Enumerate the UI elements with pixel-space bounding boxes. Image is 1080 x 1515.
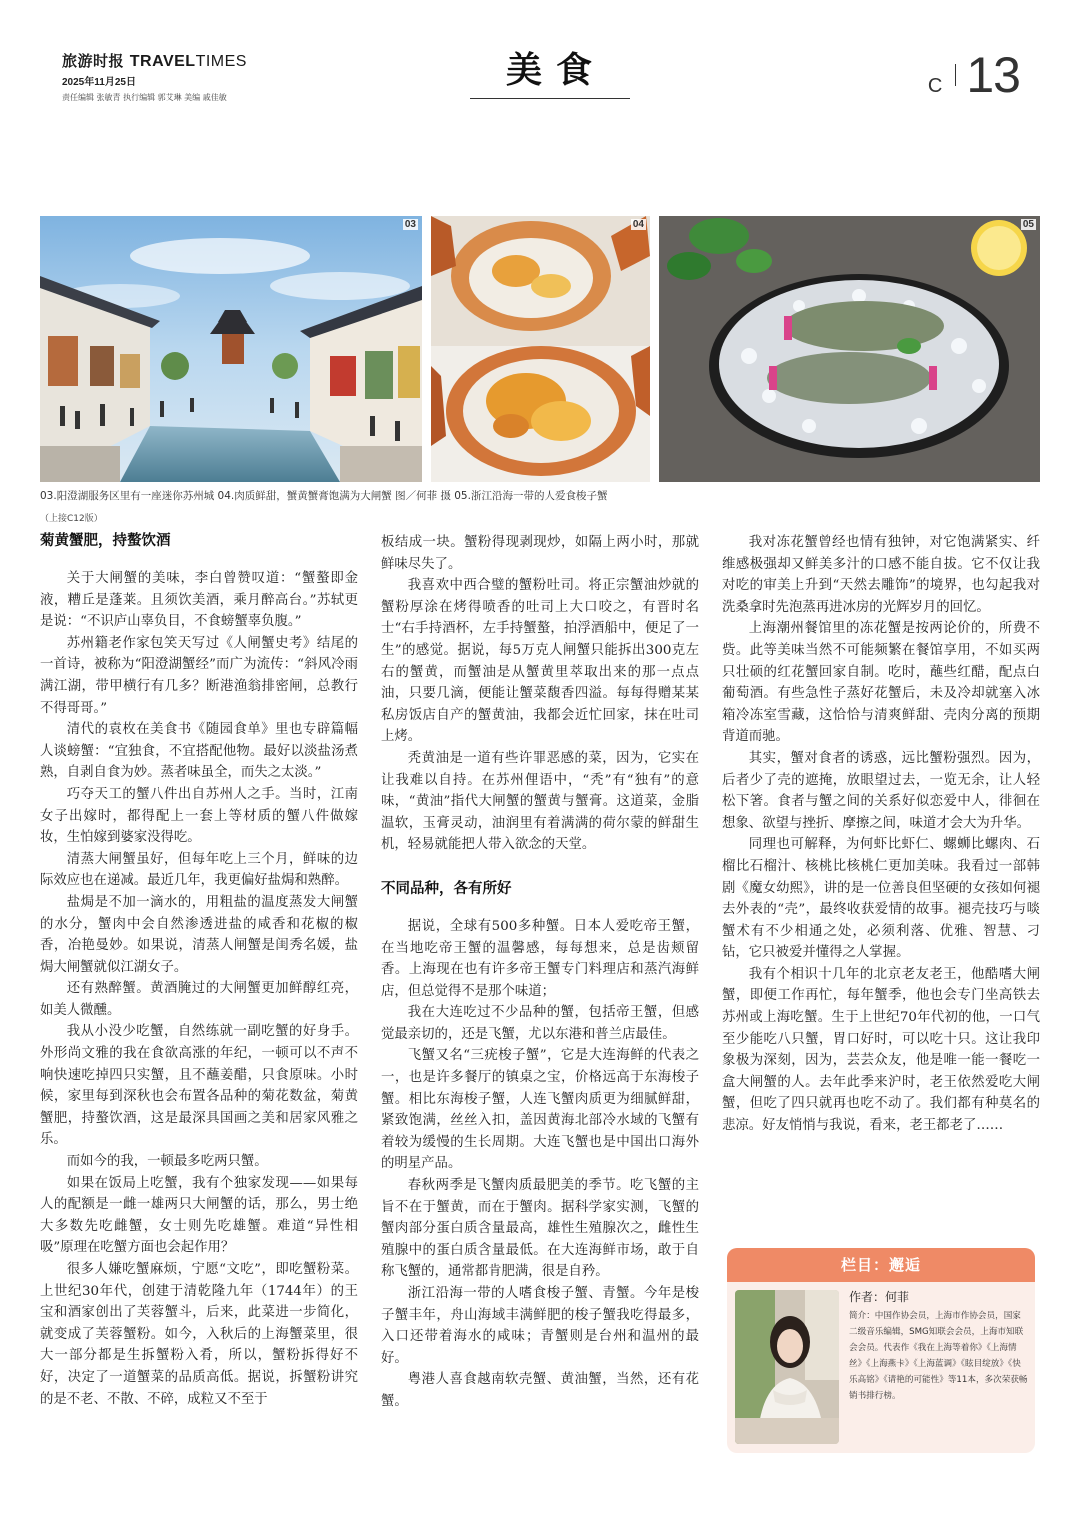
- column-name-banner: 栏目：邂逅: [727, 1248, 1035, 1282]
- page-divider: [955, 64, 956, 86]
- paragraph: 粤港人喜食越南软壳蟹、黄油蟹，当然，还有花蟹。: [381, 1372, 699, 1409]
- issue-date: 2025年11月25日: [62, 77, 136, 88]
- paragraph: 我对冻花蟹曾经也情有独钟，对它饱满紧实、纤维感极强却又鲜美多汁的口感不能自拔。它不仅让我对吃的审美上升到“天然去雕饰”的境界，也勾起我对洗桑拿时先泡蒸再进冰房的光辉岁月的回忆。: [722, 535, 1040, 615]
- paragraph: 清蒸大闸蟹虽好，但每年吃上三个月，鲜味的边际效应也在递减。最近几年，我更偏好盐焗和熟醉。: [40, 851, 358, 889]
- photo-number-03: 03: [404, 219, 416, 230]
- paragraph: 而如今的我，一顿最多吃两只蟹。: [66, 1154, 268, 1170]
- masthead: [62, 50, 247, 103]
- section-code: C: [927, 75, 946, 97]
- photo-03-image: [40, 216, 422, 482]
- article-column-1: [40, 512, 358, 1410]
- paragraph: 清代的袁枚在美食书《随园食单》里也专辟篇幅人谈螃蟹：“宜独食，不宜搭配他物。最好以淡盐汤煮熟，自剥自食为妙。蒸者味虽全，而失之太淡。”: [40, 722, 358, 781]
- photo-crab-roe: [431, 216, 650, 482]
- newspaper-logo: [62, 50, 247, 71]
- paragraph: 关于大闸蟹的美味，李白曾赞叹道：“蟹螯即金液，糟丘是蓬莱。且须饮美酒，乘月醉高台。”苏轼更是说：“不识庐山辜负目，不食螃蟹辜负腹。”: [40, 571, 358, 630]
- paragraph: 春秋两季是飞蟹肉质最肥美的季节。吃飞蟹的主旨不在于蟹黄，而在于蟹肉。据科学家实测，飞蟹的蟹肉部分蛋白质含量最高，雄性生殖腺次之，雌性生殖腺中的蛋白质含量最低。在大连海鲜市场，敢于自称飞蟹的，通常都肯肥满，很是自矜。: [381, 1178, 699, 1280]
- author-bio: 简介：中国作协会员，上海市作协会员，国家二级音乐编辑，SMG知联会会员，上海市知联会会员。代表作《我在上海等着你》《上海情丝》《上海燕卡》《上海蓝调》《眩目绽放》《快乐高铭》《请艳的可能性》等11本，多次荣获畅销书排行榜。: [849, 1311, 1028, 1401]
- paragraph: 上海潮州餐馆里的冻花蟹是按两论价的，所费不赀。此等美味当然不可能频繁在餐馆享用，不如买两只壮硕的红花蟹回家自制。吃时，蘸些红醋，配点白葡萄酒。有些急性子蒸好花蟹后，未及冷却就塞入冰箱冷冻室雪藏，这恰恰与清爽鲜甜、壳肉分离的预期背道而驰。: [722, 621, 1040, 745]
- author-profile-box: [727, 1248, 1035, 1453]
- paragraph: 盐焗是不加一滴水的，用粗盐的温度蒸发大闸蟹的水分，蟹肉中会自然渗透进盐的咸香和花椒的椒香，冶艳曼妙。如果说，清蒸人闸蟹是闺秀名媛，盐焗大闸蟹就似江湖女子。: [40, 894, 358, 975]
- photo-04-image: [431, 216, 650, 482]
- paragraph: 我在大连吃过不少品种的蟹，包括帝王蟹，但感觉最亲切的，还是飞蟹，尤以东港和普兰店最佳。: [381, 1005, 699, 1042]
- paragraph: 飞蟹又名“三疣梭子蟹”，它是大连海鲜的代表之一，也是许多餐厅的镇桌之宝，价格远高于东海梭子蟹。相比东海梭子蟹，人连飞蟹肉质更为细腻鲜甜，紧致饱满，丝丝入扣，盖因黄海北部冷水域的飞蟹有着较为缓慢的生长周期。大连飞蟹也是中国出口海外的明星产品。: [381, 1048, 699, 1172]
- page-number: [928, 46, 1020, 104]
- logo-cn: 旅游时报: [62, 52, 125, 70]
- paragraph: 同理也可解释，为何虾比虾仁、螺蛳比螺肉、石榴比石榴汁、核桃比核桃仁更加美味。我看过一部韩剧《魔女幼熙》，讲的是一位善良但坚硬的女孩如何褪去外表的“壳”，最终收获爱情的故事。褪壳技巧与啖蟹术有不少相通之处，必须利落、优雅、智慧、刁钻，它只被爱并懂得之人掌握。: [722, 837, 1040, 961]
- paragraph: 秃黄油是一道有些许罪恶感的菜，因为，它实在让我难以自持。在苏州俚语中，“秃”有“独有”的意味，“黄油”指代大闸蟹的蟹黄与蟹膏。这道菜，金脂温软，玉膏灵动，油润里有着满满的荷尔蒙的鲜甜生机，轻易就能把人带入欲念的天堂。: [381, 750, 699, 853]
- portrait-image: [735, 1290, 839, 1444]
- section-title-underline: [470, 98, 630, 99]
- subheading-1: 菊黄蟹肥，持螯饮酒: [40, 533, 171, 549]
- continued-note: （上接C12版）: [40, 514, 103, 524]
- author-portrait: [735, 1290, 839, 1444]
- photo-caption: 03.阳澄湖服务区里有一座迷你苏州城 04.肉质鲜甜，蟹黄蟹膏饱满为大闸蟹 图／何菲 摄 05.浙江沿海一带的人爱食梭子蟹: [40, 490, 608, 502]
- paragraph: 我有个相识十几年的北京老友老王，他酷嗜大闸蟹，即便工作再忙，每年蟹季，他也会专门坐高铁去苏州或上海吃蟹。生于上世纪70年代初的他，一口气至少能吃八只蟹，胃口好时，可以吃十只。这让我印象极为深刻，因为，芸芸众友，他是唯一能一餐吃一盒大闸蟹的人。去年此季来沪时，老王依然爱吃大闸蟹，但吃了四只就再也吃不动了。我们都有种莫名的悲凉。好友悄悄与我说，看来，老王都老了……: [722, 966, 1040, 1134]
- photo-number-05: 05: [1022, 219, 1034, 230]
- photo-05-image: [659, 216, 1040, 482]
- paragraph: 巧夺天工的蟹八件出自苏州人之手。当时，江南女子出嫁时，都得配上一套上等材质的蟹八件做嫁妆，生怕嫁到婆家没得吃。: [40, 786, 358, 846]
- paragraph: 浙江沿海一带的人嗜食梭子蟹、青蟹。今年是梭子蟹丰年，舟山海域丰满鲜肥的梭子蟹我吃得最多，入口还带着海水的咸味；青蟹则是台州和温州的最好。: [381, 1286, 699, 1366]
- paragraph: 板结成一块。蟹粉得现剥现炒，如隔上两小时，那就鲜味尽失了。: [381, 535, 699, 572]
- paragraph: 苏州籍老作家包笑天写过《人闸蟹史考》结尾的一首诗，被称为“阳澄湖蟹经”而广为流传：“斜风冷雨满江湖，带甲横行有几多？断港渔翁排密闸，总教行不得哥哥。”: [40, 635, 358, 716]
- photo-swimming-crabs: [659, 216, 1040, 482]
- paragraph: 如果在饭局上吃蟹，我有个独家发现——如果每人的配额是一雌一雄两只大闸蟹的话，那么，男士绝大多数先吃雌蟹，女士则先吃雄蟹。难道“异性相吸”原理在吃蟹方面也会起作用？: [40, 1175, 358, 1256]
- photo-mini-suzhou-town: [40, 216, 422, 482]
- section-title: 美食: [505, 50, 606, 91]
- photo-number-04: 04: [632, 219, 644, 230]
- article-column-2: [381, 532, 699, 1413]
- paragraph: 还有熟醉蟹。黄酒腌过的大闸蟹更加鲜醇红亮，如美人微醺。: [40, 981, 358, 1018]
- logo-en-bold: TRAVEL: [129, 53, 196, 70]
- paragraph: 我喜欢中西合璧的蟹粉吐司。将正宗蟹油炒就的蟹粉厚涂在烤得喷香的吐司上大口咬之，有晋时名士“右手持酒杯，左手持蟹螯，拍浮酒船中，便足了一生”的感觉。据说，每5万克人闸蟹只能拆出300克左右的蟹黄，而蟹油是从蟹黄里萃取出来的那一点点油，只要几滴，便能让蟹菜馥香四溢。每每得赠某某私房饭店自产的蟹黄油，我都会近忙回家，抹在吐司上烤。: [381, 578, 699, 745]
- paragraph: 我从小没少吃蟹，自然练就一副吃蟹的好身手。外形尚文雅的我在食欲高涨的年纪，一顿可以不声不响快速吃掉四只实蟹，且不蘸姜醋，只食原味。小时候，家里每到深秋也会布置各品种的菊花数盆，菊黄蟹肥，持螯饮酒，这是最深具国画之美和居家风雅之乐。: [40, 1024, 358, 1148]
- page-num-value: 13: [966, 47, 1020, 103]
- paragraph: 很多人嫌吃蟹麻烦，宁愿“文吃”，即吃蟹粉菜。上世纪30年代，创建于清乾隆九年（1744年）的王宝和酒家创出了芙蓉蟹斗，后来，此菜进一步简化，就变成了芙蓉蟹粉。如今，入秋后的上海蟹菜里，很大一部分都是生拆蟹粉入肴，所以，蟹粉拆得好不好，决定了一道蟹菜的品质高低。据说，拆蟹粉讲究的是不老、不散、不碎，成粒又不至于: [40, 1262, 358, 1407]
- subheading-2: 不同品种，各有所好: [381, 880, 512, 897]
- logo-en-light: TIMES: [195, 53, 247, 70]
- paragraph: 据说，全球有500多种蟹。日本人爱吃帝王蟹，在当地吃帝王蟹的温馨感，每每想来，总是齿颊留香。上海现在也有许多帝王蟹专门料理店和蒸汽海鲜店，但总觉得不是那个味道；: [381, 918, 699, 999]
- article-column-3: [722, 532, 1040, 1137]
- editor-credits: 责任编辑 张敏青 执行编辑 郭艾琳 美编 戚佳敏: [62, 93, 227, 102]
- author-name: 作者：何菲: [849, 1290, 910, 1304]
- paragraph: 其实，蟹对食者的诱惑，远比蟹粉强烈。因为，后者少了壳的遮掩，放眼望过去，一览无余，让人轻松下箸。食者与蟹之间的关系好似恋爱中人，徘徊在想象、欲望与挫折、摩擦之间，味道才会大为升华。: [722, 750, 1040, 831]
